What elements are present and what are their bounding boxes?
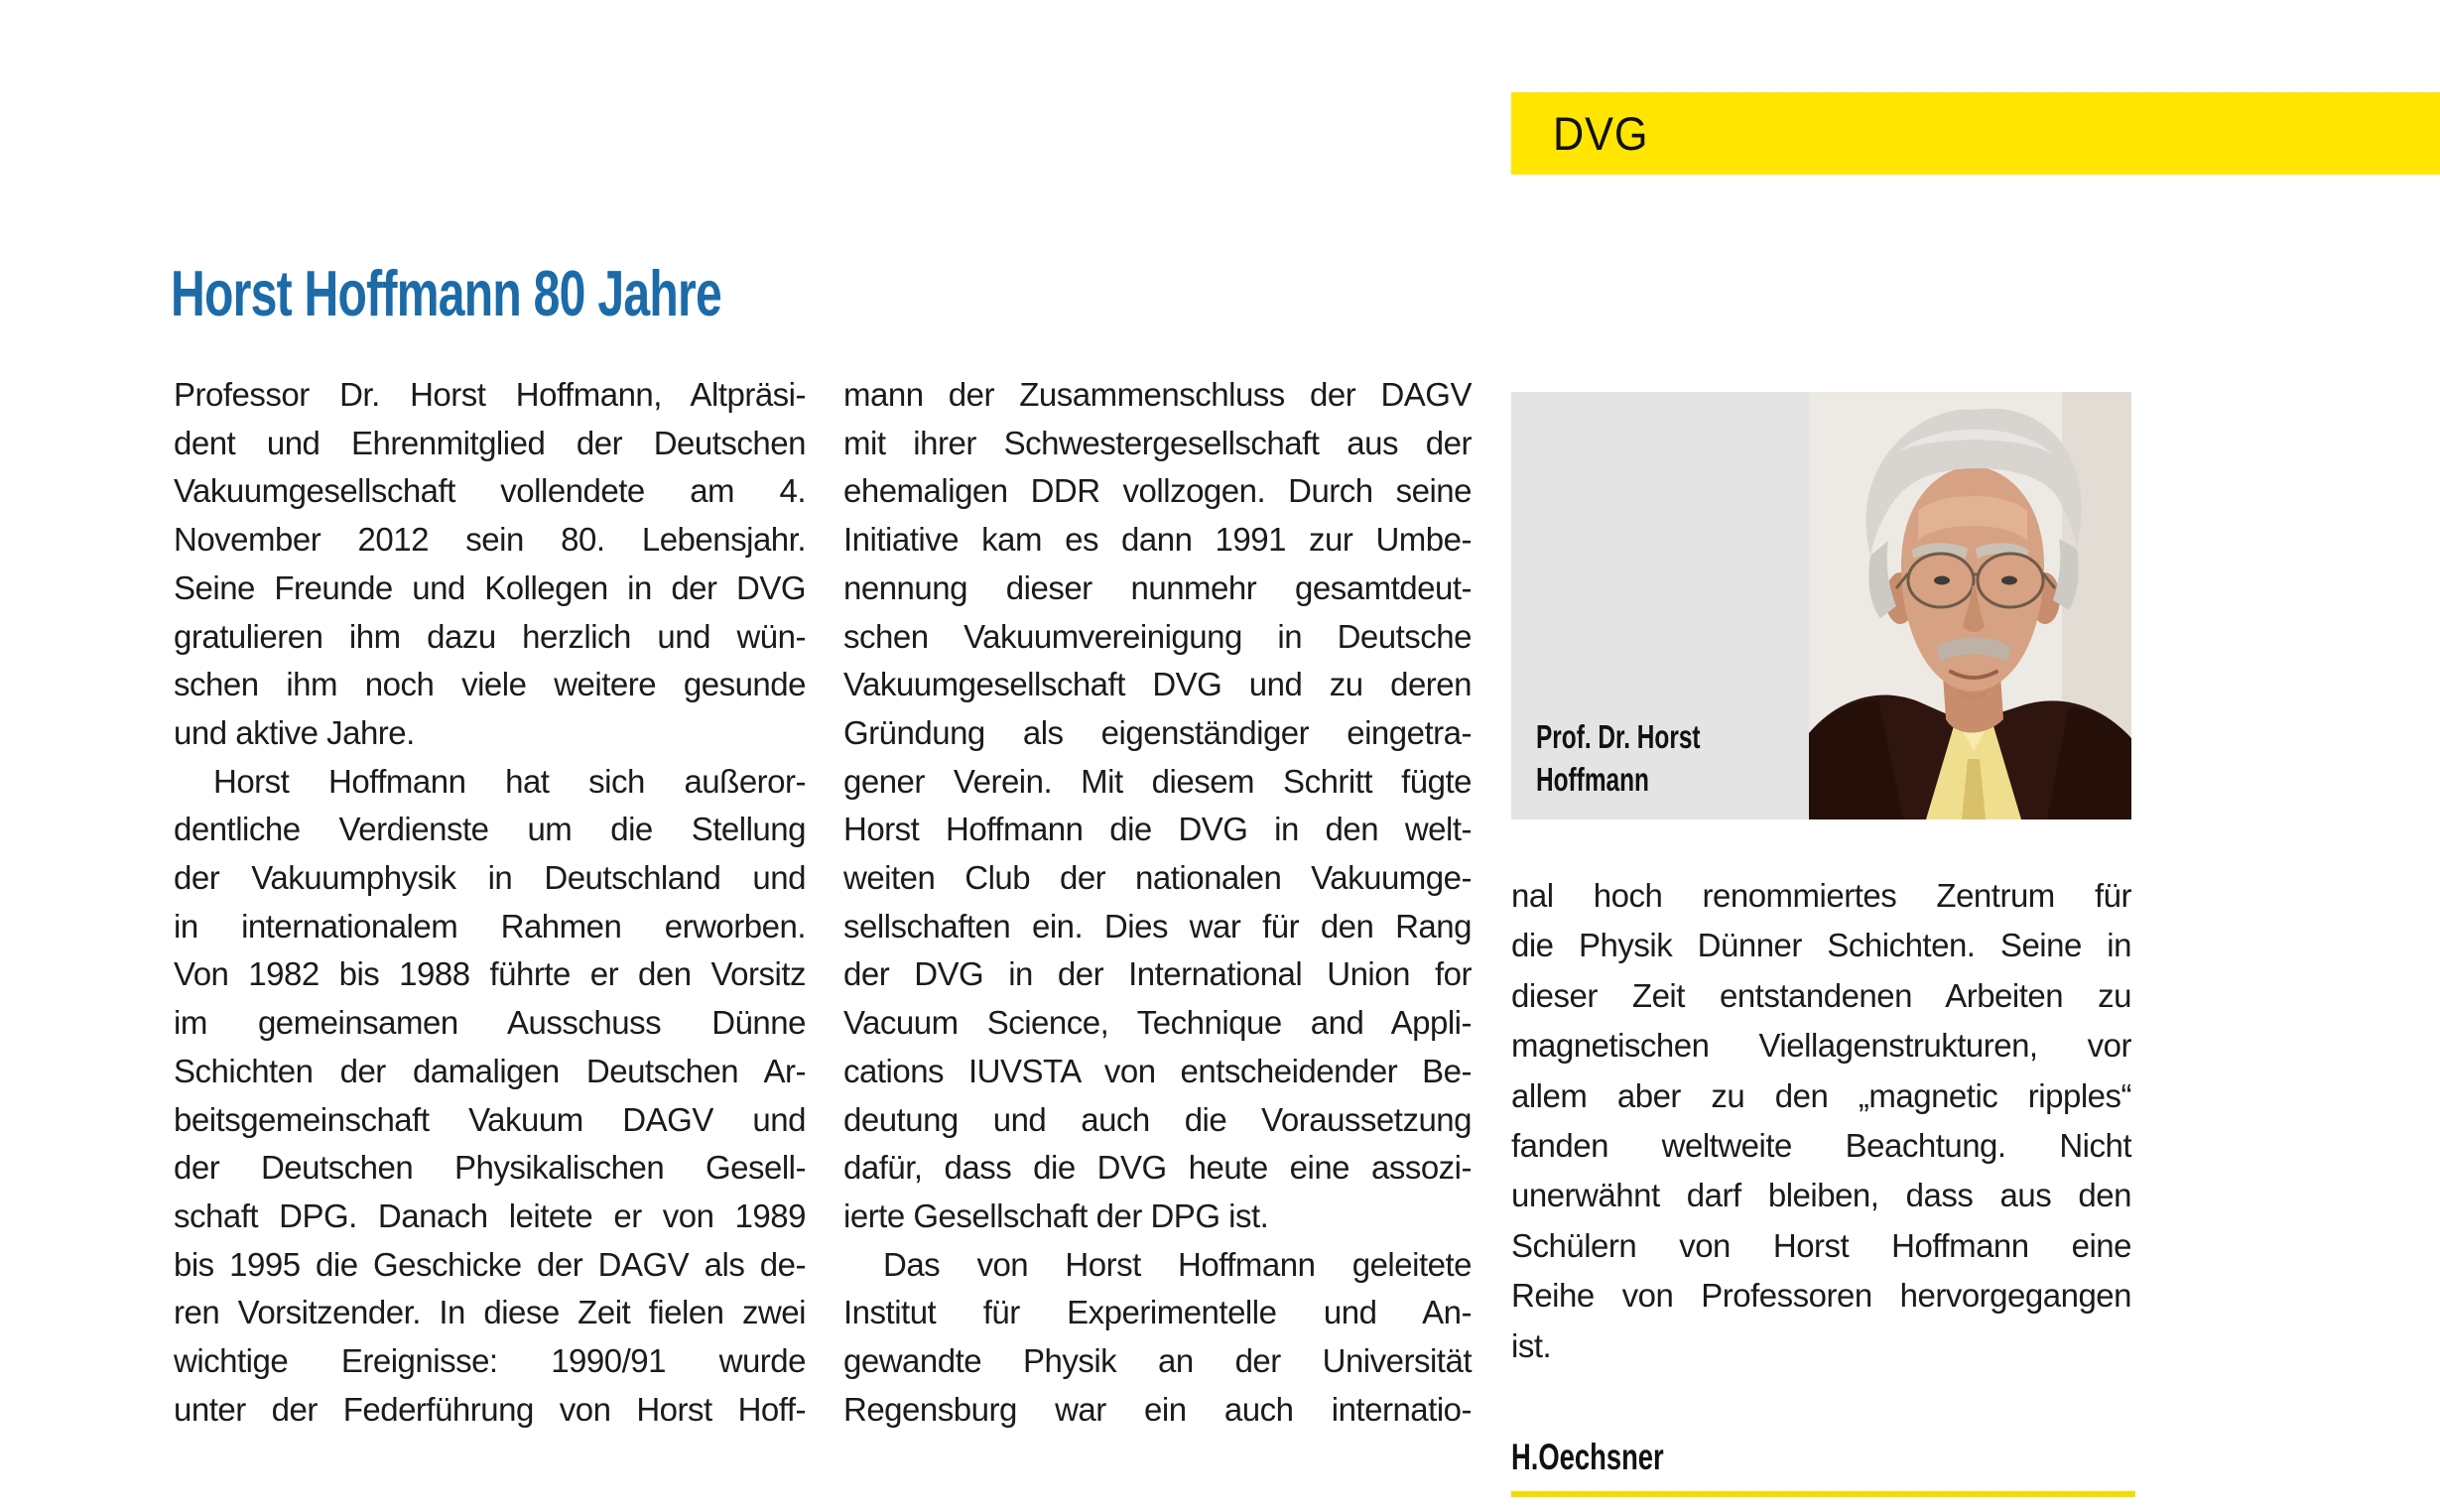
text-line: ehemaligen DDR vollzogen. Durch seine — [843, 472, 1472, 510]
text-line: mit ihrer Schwestergesellschaft aus der — [843, 424, 1472, 461]
text-line: Das von Horst Hoffmann geleitete — [883, 1245, 1472, 1283]
text-line: schaft DPG. Danach leitete er von 1989 — [174, 1197, 806, 1234]
text-line: Schülern von Horst Hoffmann eine — [1511, 1226, 2131, 1264]
text-line: unter der Federführung von Horst Hoff- — [174, 1390, 806, 1428]
text-line: unerwähnt darf bleiben, dass aus den — [1511, 1177, 2131, 1214]
text-line: Schichten der damaligen Deutschen Ar- — [174, 1052, 806, 1089]
article-title: Horst Hoffmann 80 Jahre — [171, 257, 721, 329]
text-column-3 — [1511, 871, 2131, 1371]
text-line: allem aber zu den „magnetic ripples“ — [1511, 1076, 2131, 1114]
text-line: dent und Ehrenmitglied der Deutschen — [174, 424, 806, 461]
text-line: der Deutschen Physikalischen Gesell- — [174, 1149, 806, 1187]
text-line: Horst Hoffmann die DVG in den welt- — [843, 811, 1472, 848]
text-line: der DVG in der International Union for — [843, 955, 1472, 993]
text-line: deutung und auch die Voraussetzung — [843, 1100, 1472, 1138]
text-line: magnetischen Viellagenstrukturen, vor — [1511, 1027, 2131, 1065]
text-line: gener Verein. Mit diesem Schritt fügte — [843, 762, 1472, 800]
text-line: nennung dieser nunmehr gesamtdeut- — [843, 568, 1472, 606]
text-line: mann der Zusammenschluss der DAGV — [843, 376, 1472, 413]
text-line: weiten Club der nationalen Vakuumge- — [843, 859, 1472, 897]
text-line: Regensburg war ein auch internatio- — [843, 1390, 1472, 1428]
portrait-photo — [1809, 392, 2131, 819]
text-line: sellschaften ein. Dies war für den Rang — [843, 907, 1472, 945]
text-line: ren Vorsitzender. In diese Zeit fielen zwei — [174, 1294, 806, 1331]
text-line: Horst Hoffmann hat sich außeror- — [213, 762, 806, 800]
text-line: beitsgemeinschaft Vakuum DAGV und — [174, 1100, 806, 1138]
text-column-2 — [843, 371, 1472, 1434]
text-line: die Physik Dünner Schichten. Seine in — [1511, 927, 2131, 964]
text-line: November 2012 sein 80. Lebensjahr. — [174, 521, 806, 559]
caption-box — [1511, 392, 1809, 819]
text-line: schen ihm noch viele weitere gesunde — [174, 666, 806, 703]
text-line: Seine Freunde und Kollegen in der DVG — [174, 568, 806, 606]
text-line: Vakuumgesellschaft DVG und zu deren — [843, 666, 1472, 703]
portrait-figure — [1511, 392, 2131, 819]
author-signature: H.Oechsner — [1511, 1437, 1664, 1477]
text-line: wichtige Ereignisse: 1990/91 wurde — [174, 1342, 806, 1380]
text-line: dafür, dass die DVG heute eine assozi- — [843, 1149, 1472, 1187]
text-line: ist. — [1511, 1326, 1552, 1364]
text-line: Reihe von Professoren hervorgegangen — [1511, 1277, 2131, 1315]
caption-line-2: Hoffmann — [1536, 761, 1649, 798]
text-line: fanden weltweite Beachtung. Nicht — [1511, 1127, 2131, 1165]
text-line: im gemeinsamen Ausschuss Dünne — [174, 1004, 806, 1042]
text-column-1 — [174, 371, 806, 1434]
caption-line-1: Prof. Dr. Horst — [1536, 718, 1701, 755]
text-line: Initiative kam es dann 1991 zur Umbe- — [843, 521, 1472, 559]
text-line: schen Vakuumvereinigung in Deutsche — [843, 617, 1472, 655]
text-line: Vakuumgesellschaft vollendete am 4. — [174, 472, 806, 510]
text-line: der Vakuumphysik in Deutschland und — [174, 859, 806, 897]
portrait-photo-drawing — [1809, 392, 2131, 819]
text-line: Gründung als eigenständiger eingetra- — [843, 713, 1472, 751]
text-line: dieser Zeit entstandenen Arbeiten zu — [1511, 976, 2131, 1014]
text-line: gratulieren ihm dazu herzlich und wün- — [174, 617, 806, 655]
text-line: Professor Dr. Horst Hoffmann, Altpräsi- — [174, 376, 806, 413]
photo-caption — [1536, 715, 1701, 801]
text-line: nal hoch renommiertes Zentrum für — [1511, 877, 2131, 914]
text-line: Von 1982 bis 1988 führte er den Vorsitz — [174, 955, 806, 993]
text-line: Vacuum Science, Technique and Appli- — [843, 1004, 1472, 1042]
text-line: gewandte Physik an der Universität — [843, 1342, 1472, 1380]
text-line: bis 1995 die Geschicke der DAGV als de- — [174, 1245, 806, 1283]
text-line: ierte Gesellschaft der DPG ist. — [843, 1197, 1269, 1234]
banner-label: DVG — [1553, 107, 1649, 160]
bottom-rule — [1511, 1491, 2135, 1497]
text-line: und aktive Jahre. — [174, 713, 415, 751]
text-line: in internationalem Rahmen erworben. — [174, 907, 806, 945]
text-line: dentliche Verdienste um die Stellung — [174, 811, 806, 848]
text-line: cations IUVSTA von entscheidender Be- — [843, 1052, 1472, 1089]
dvg-banner — [1511, 92, 2440, 175]
text-line: Institut für Experimentelle und An- — [843, 1294, 1472, 1331]
